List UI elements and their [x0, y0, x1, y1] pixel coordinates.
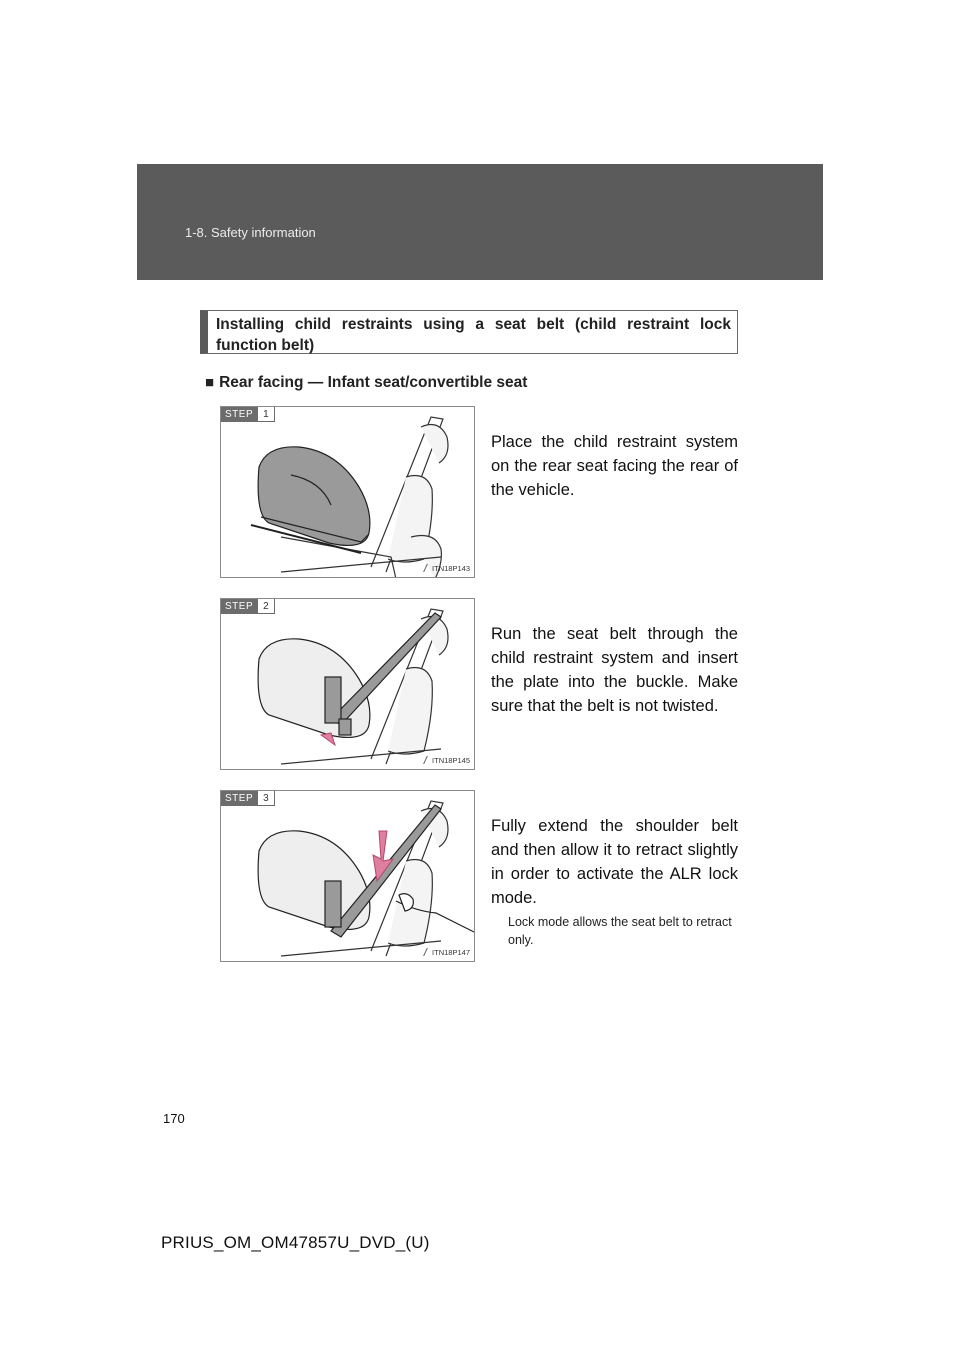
figure-step-2 — [220, 598, 475, 770]
section-label: 1-8. Safety information — [185, 225, 316, 240]
step-2-text: Run the seat belt through the child restraint system and insert the plate into the buckle. Make sure that the belt is not twisted. — [491, 625, 738, 715]
square-bullet-icon: ■ — [205, 374, 215, 391]
subheading — [205, 374, 527, 392]
step-number: 3 — [257, 791, 275, 806]
section-heading-box — [200, 310, 738, 354]
child-seat-illustration-step-3 — [221, 791, 475, 962]
step-badge — [221, 407, 275, 422]
figure-code: ITN18P143 — [425, 564, 470, 573]
step-number: 2 — [257, 599, 275, 614]
step-3-note: Lock mode allows the seat belt to retract only. — [508, 915, 732, 947]
step-number: 1 — [257, 407, 275, 422]
subheading-text: Rear facing — Infant seat/convertible seat — [219, 374, 528, 391]
figure-step-3 — [220, 790, 475, 962]
page-number: 170 — [163, 1111, 185, 1126]
step-label: STEP — [221, 791, 257, 806]
document-code: PRIUS_OM_OM47857U_DVD_(U) — [161, 1233, 430, 1252]
step-badge — [221, 791, 275, 806]
child-seat-illustration-step-1 — [221, 407, 475, 578]
figure-code: ITN18P145 — [425, 756, 470, 765]
step-label: STEP — [221, 599, 257, 614]
child-seat-illustration-step-2 — [221, 599, 475, 770]
step-1-text: Place the child restraint system on the rear seat facing the rear of the vehicle. — [491, 433, 738, 499]
step-label: STEP — [221, 407, 257, 422]
section-heading: Installing child restraints using a seat belt (child restraint lock function belt) — [216, 316, 731, 354]
figure-step-1 — [220, 406, 475, 578]
step-3-text: Fully extend the shoulder belt and then allow it to retract slightly in order to activate the ALR lock mode. — [491, 817, 738, 907]
step-badge — [221, 599, 275, 614]
figure-code: ITN18P147 — [425, 948, 470, 957]
header-band — [137, 164, 823, 280]
